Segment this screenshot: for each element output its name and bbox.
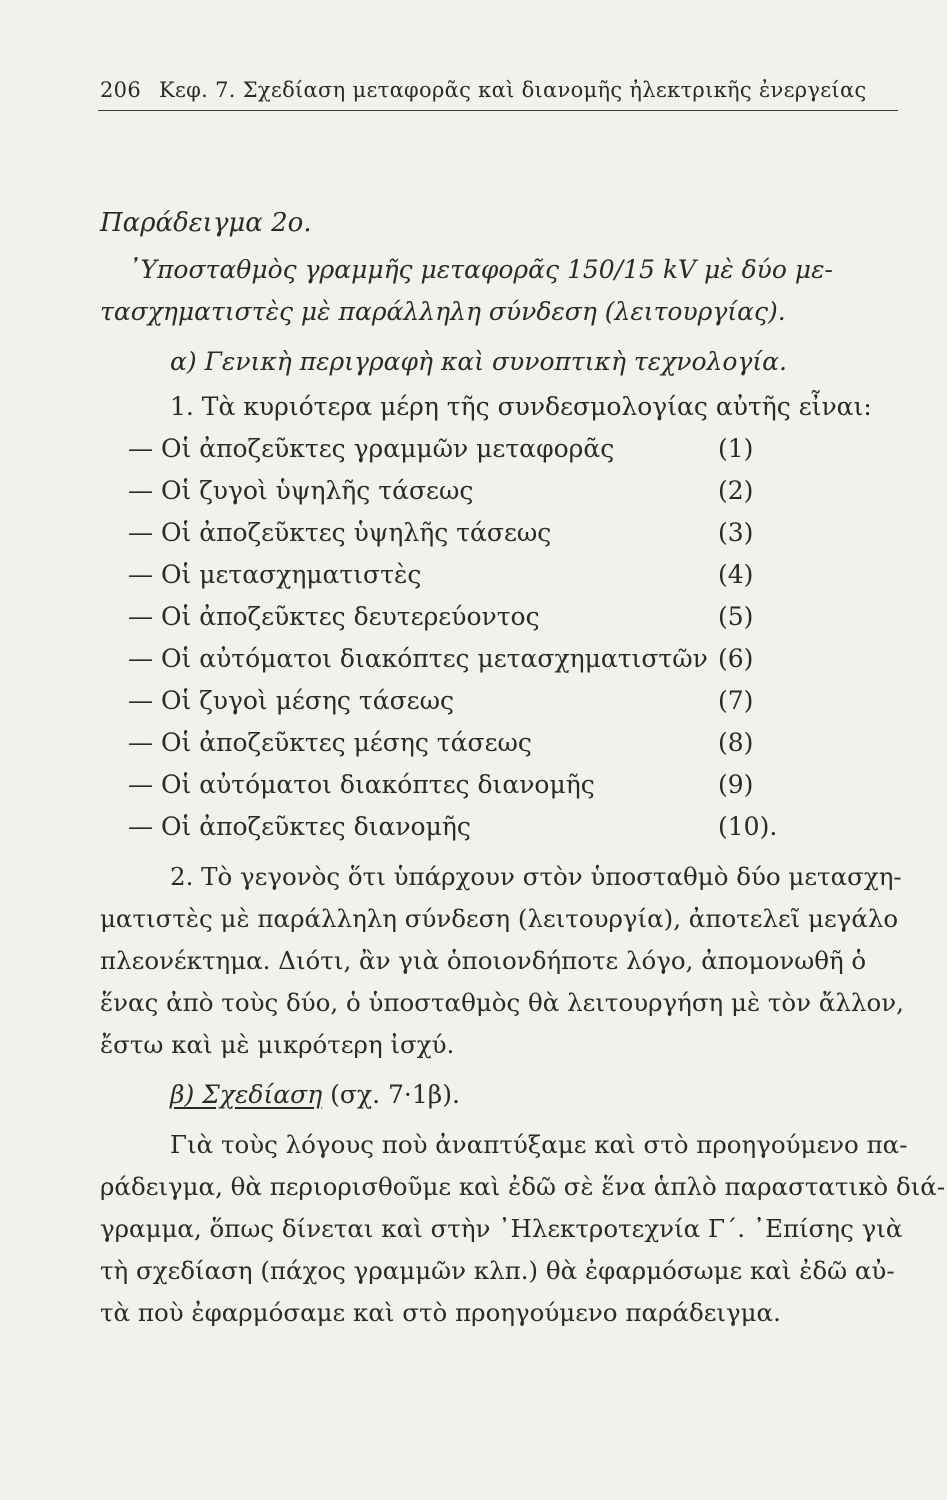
list-item: — Οἱ ἀποζεῦκτες γραμμῶν μεταφορᾶς: [128, 434, 615, 463]
list-item-number: (6): [718, 644, 754, 673]
point-1-intro: 1. Τὰ κυριότερα μέρη τῆς συνδεσμολογίας αὐτῆς εἶναι:: [170, 392, 872, 421]
list-item-number: (7): [718, 686, 754, 715]
section-b-heading: [170, 1080, 460, 1109]
point-2-line: 2. Τὸ γεγονὸς ὅτι ὑπάρχουν στὸν ὑποσταθμὸ δύο μετασχη-: [170, 862, 902, 891]
list-item-number: (4): [718, 560, 754, 589]
list-item: — Οἱ ἀποζεῦκτες ὑψηλῆς τάσεως: [128, 518, 552, 547]
point-2-line: ἔστω καὶ μὲ μικρότερη ἰσχύ.: [100, 1030, 455, 1059]
point-2-line: ματιστὲς μὲ παράλληλη σύνδεση (λειτουργία), ἀποτελεῖ μεγάλο: [100, 904, 899, 933]
list-item-number: (5): [718, 602, 754, 631]
list-item: — Οἱ ἀποζεῦκτες διανομῆς: [128, 812, 471, 841]
point-2-line: ἕνας ἀπὸ τοὺς δύο, ὁ ὑποσταθμὸς θὰ λειτουργήση μὲ τὸν ἄλλον,: [100, 988, 904, 1017]
paragraph-line: τὰ ποὺ ἐφαρμόσαμε καὶ στὸ προηγούμενο παράδειγμα.: [100, 1298, 781, 1327]
running-title: Κεφ. 7. Σχεδίαση μεταφορᾶς καὶ διανομῆς ἠλεκτρικῆς ἐνεργείας: [158, 78, 867, 102]
page-number: 206: [100, 78, 141, 102]
list-item: — Οἱ ἀποζεῦκτες μέσης τάσεως: [128, 728, 532, 757]
list-item: — Οἱ ἀποζεῦκτες δευτερεύοντος: [128, 602, 540, 631]
list-item: — Οἱ ζυγοὶ ὑψηλῆς τάσεως: [128, 476, 474, 505]
list-item-number: (3): [718, 518, 754, 547]
list-item: — Οἱ αὐτόματοι διακόπτες μετασχηματιστῶν: [128, 644, 708, 673]
list-item: — Οἱ μετασχηματιστὲς: [128, 560, 422, 589]
paragraph-line: Γιὰ τοὺς λόγους ποὺ ἀναπτύξαμε καὶ στὸ προηγούμενο πα-: [170, 1130, 908, 1159]
list-item-number: (10).: [718, 812, 778, 841]
list-item-number: (8): [718, 728, 754, 757]
list-item-number: (2): [718, 476, 754, 505]
paragraph-line: ράδειγμα, θὰ περιορισθοῦμε καὶ ἐδῶ σὲ ἕνα ἁπλὸ παραστατικὸ διά-: [100, 1172, 946, 1201]
paragraph-line: τὴ σχεδίαση (πάχος γραμμῶν κλπ.) θὰ ἐφαρμόσωμε καὶ ἐδῶ αὐ-: [100, 1256, 895, 1285]
list-item: — Οἱ αὐτόματοι διακόπτες διανομῆς: [128, 770, 595, 799]
intro-line-1: ᾿Υποσταθμὸς γραμμῆς μεταφορᾶς 150/15 kV μὲ δύο με-: [128, 255, 833, 284]
point-2-line: πλεονέκτημα. Διότι, ἂν γιὰ ὁποιονδήποτε λόγο, ἀπομονωθῆ ὁ: [100, 946, 867, 975]
list-item-number: (9): [718, 770, 754, 799]
list-item: — Οἱ ζυγοὶ μέσης τάσεως: [128, 686, 454, 715]
section-b-figure-ref: (σχ. 7·1β).: [330, 1080, 460, 1109]
intro-line-2: τασχηματιστὲς μὲ παράλληλη σύνδεση (λειτουργίας).: [100, 297, 786, 326]
example-heading: Παράδειγμα 2ο.: [100, 208, 312, 238]
list-item-number: (1): [718, 434, 754, 463]
section-b-label: β) Σχεδίαση: [170, 1080, 323, 1109]
section-a-heading: α) Γενικὴ περιγραφὴ καὶ συνοπτικὴ τεχνολογία.: [170, 347, 787, 376]
paragraph-line: γραμμα, ὅπως δίνεται καὶ στὴν ᾿Ηλεκτροτεχνία Γ΄. ᾿Επίσης γιὰ: [100, 1214, 903, 1243]
header-rule: [98, 110, 898, 111]
running-header: [100, 78, 890, 102]
